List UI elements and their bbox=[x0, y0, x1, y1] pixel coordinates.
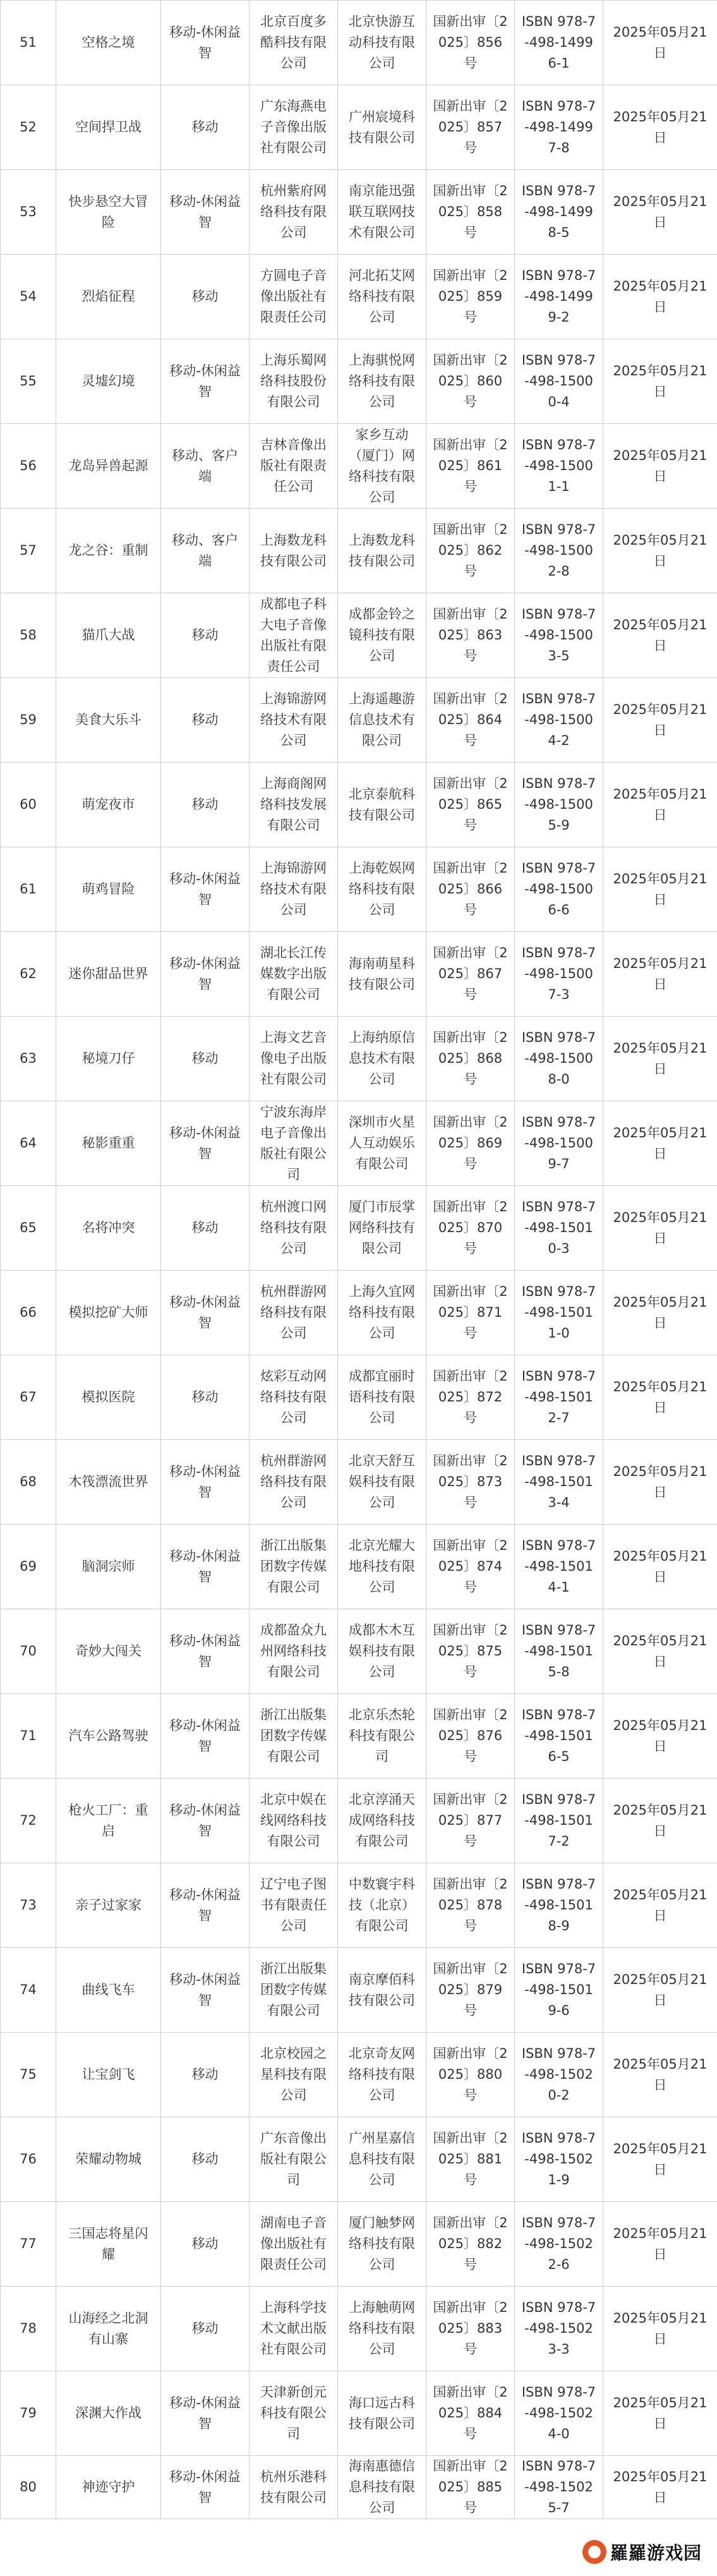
isbn-cell: ISBN 978-7-498-14997-8 bbox=[515, 85, 603, 170]
isbn-cell: ISBN 978-7-498-15021-9 bbox=[515, 2117, 603, 2202]
approval-number-cell: 国新出审〔2025〕858号 bbox=[426, 170, 515, 255]
game-category-cell: 移动 bbox=[161, 2287, 250, 2371]
row-number-cell: 74 bbox=[1, 1948, 56, 2033]
approval-number-cell: 国新出审〔2025〕866号 bbox=[426, 847, 515, 932]
game-title-cell: 奇妙大闯关 bbox=[56, 1609, 161, 1694]
approval-date-cell: 2025年05月21日 bbox=[603, 1609, 717, 1694]
approval-number-cell: 国新出审〔2025〕857号 bbox=[426, 85, 515, 170]
table-row bbox=[1, 2202, 717, 2287]
publisher-cell: 上海锦游网络技术有限公司 bbox=[250, 678, 338, 763]
game-title-cell: 龙岛异兽起源 bbox=[56, 424, 161, 509]
publisher-cell: 上海商阁网络科技发展有限公司 bbox=[250, 763, 338, 847]
row-number-cell: 51 bbox=[1, 1, 56, 85]
approval-number-cell: 国新出审〔2025〕885号 bbox=[426, 2456, 515, 2519]
publisher-cell: 上海文艺音像电子出版社有限公司 bbox=[250, 1017, 338, 1101]
game-category-cell: 移动 bbox=[161, 1186, 250, 1271]
operator-cell: 广州宸境科技有限公司 bbox=[338, 85, 426, 170]
game-title-cell: 让宝剑飞 bbox=[56, 2033, 161, 2117]
isbn-cell: ISBN 978-7-498-15008-0 bbox=[515, 1017, 603, 1101]
approval-number-cell: 国新出审〔2025〕877号 bbox=[426, 1779, 515, 1863]
row-number-cell: 53 bbox=[1, 170, 56, 255]
row-number-cell: 80 bbox=[1, 2456, 56, 2519]
approval-date-cell: 2025年05月21日 bbox=[603, 1440, 717, 1525]
operator-cell: 成都木木互娱科技有限公司 bbox=[338, 1609, 426, 1694]
game-category-cell: 移动-休闲益智 bbox=[161, 339, 250, 424]
operator-cell: 北京乐杰轮科技有限公司 bbox=[338, 1694, 426, 1779]
approval-date-cell: 2025年05月21日 bbox=[603, 1101, 717, 1186]
game-title-cell: 脑洞宗师 bbox=[56, 1525, 161, 1609]
table-row bbox=[1, 1017, 717, 1101]
isbn-cell: ISBN 978-7-498-15014-1 bbox=[515, 1525, 603, 1609]
watermark-text: 羅羅游戏园 bbox=[610, 2543, 702, 2563]
approval-number-cell: 国新出审〔2025〕856号 bbox=[426, 1, 515, 85]
operator-cell: 上海纳原信息技术有限公司 bbox=[338, 1017, 426, 1101]
isbn-cell: ISBN 978-7-498-15012-7 bbox=[515, 1355, 603, 1440]
row-number-cell: 58 bbox=[1, 593, 56, 678]
isbn-cell: ISBN 978-7-498-14996-1 bbox=[515, 1, 603, 85]
isbn-cell: ISBN 978-7-498-15000-4 bbox=[515, 339, 603, 424]
site-watermark bbox=[576, 2537, 708, 2567]
game-category-cell: 移动、客户端 bbox=[161, 509, 250, 593]
game-category-cell: 移动-休闲益智 bbox=[161, 1101, 250, 1186]
publisher-cell: 北京中娱在线网络科技有限公司 bbox=[250, 1779, 338, 1863]
row-number-cell: 71 bbox=[1, 1694, 56, 1779]
row-number-cell: 64 bbox=[1, 1101, 56, 1186]
row-number-cell: 75 bbox=[1, 2033, 56, 2117]
row-number-cell: 56 bbox=[1, 424, 56, 509]
game-category-cell: 移动-休闲益智 bbox=[161, 1440, 250, 1525]
publisher-cell: 湖北长江传媒数字出版有限公司 bbox=[250, 932, 338, 1017]
approval-date-cell: 2025年05月21日 bbox=[603, 1017, 717, 1101]
row-number-cell: 62 bbox=[1, 932, 56, 1017]
game-title-cell: 名将冲突 bbox=[56, 1186, 161, 1271]
isbn-cell: ISBN 978-7-498-15023-3 bbox=[515, 2287, 603, 2371]
approval-number-cell: 国新出审〔2025〕869号 bbox=[426, 1101, 515, 1186]
approval-number-cell: 国新出审〔2025〕878号 bbox=[426, 1863, 515, 1948]
row-number-cell: 73 bbox=[1, 1863, 56, 1948]
row-number-cell: 69 bbox=[1, 1525, 56, 1609]
game-title-cell: 山海经之北洞有山寨 bbox=[56, 2287, 161, 2371]
approval-table-body bbox=[1, 1, 717, 2519]
game-title-cell: 龙之谷：重制 bbox=[56, 509, 161, 593]
table-row bbox=[1, 339, 717, 424]
row-number-cell: 78 bbox=[1, 2287, 56, 2371]
approval-number-cell: 国新出审〔2025〕884号 bbox=[426, 2371, 515, 2456]
game-category-cell: 移动-休闲益智 bbox=[161, 2371, 250, 2456]
isbn-cell: ISBN 978-7-498-15001-1 bbox=[515, 424, 603, 509]
game-title-cell: 烈焰征程 bbox=[56, 255, 161, 339]
row-number-cell: 60 bbox=[1, 763, 56, 847]
approval-date-cell: 2025年05月21日 bbox=[603, 509, 717, 593]
approval-number-cell: 国新出审〔2025〕862号 bbox=[426, 509, 515, 593]
table-row bbox=[1, 1355, 717, 1440]
isbn-cell: ISBN 978-7-498-15017-2 bbox=[515, 1779, 603, 1863]
game-title-cell: 空格之境 bbox=[56, 1, 161, 85]
approval-date-cell: 2025年05月21日 bbox=[603, 255, 717, 339]
operator-cell: 河北拓艾网络科技有限公司 bbox=[338, 255, 426, 339]
isbn-cell: ISBN 978-7-498-15015-8 bbox=[515, 1609, 603, 1694]
game-title-cell: 三国志将星闪耀 bbox=[56, 2202, 161, 2287]
approval-number-cell: 国新出审〔2025〕861号 bbox=[426, 424, 515, 509]
game-category-cell: 移动-休闲益智 bbox=[161, 932, 250, 1017]
table-row bbox=[1, 678, 717, 763]
publisher-cell: 上海科学技术文献出版社有限公司 bbox=[250, 2287, 338, 2371]
publisher-cell: 吉林音像出版社有限责任公司 bbox=[250, 424, 338, 509]
game-title-cell: 深渊大作战 bbox=[56, 2371, 161, 2456]
approval-date-cell: 2025年05月21日 bbox=[603, 678, 717, 763]
approval-number-cell: 国新出审〔2025〕883号 bbox=[426, 2287, 515, 2371]
approval-number-cell: 国新出审〔2025〕870号 bbox=[426, 1186, 515, 1271]
game-title-cell: 空间捍卫战 bbox=[56, 85, 161, 170]
approval-date-cell: 2025年05月21日 bbox=[603, 85, 717, 170]
operator-cell: 南京能迅强联互联网技术有限公司 bbox=[338, 170, 426, 255]
row-number-cell: 79 bbox=[1, 2371, 56, 2456]
approval-number-cell: 国新出审〔2025〕872号 bbox=[426, 1355, 515, 1440]
row-number-cell: 76 bbox=[1, 2117, 56, 2202]
approval-number-cell: 国新出审〔2025〕882号 bbox=[426, 2202, 515, 2287]
publisher-cell: 杭州群游网络科技有限公司 bbox=[250, 1271, 338, 1355]
publisher-cell: 方圆电子音像出版社有限责任公司 bbox=[250, 255, 338, 339]
operator-cell: 北京泰航科技有限公司 bbox=[338, 763, 426, 847]
isbn-cell: ISBN 978-7-498-14999-2 bbox=[515, 255, 603, 339]
approval-date-cell: 2025年05月21日 bbox=[603, 2456, 717, 2519]
isbn-cell: ISBN 978-7-498-14998-5 bbox=[515, 170, 603, 255]
approval-date-cell: 2025年05月21日 bbox=[603, 1355, 717, 1440]
approval-number-cell: 国新出审〔2025〕868号 bbox=[426, 1017, 515, 1101]
approval-date-cell: 2025年05月21日 bbox=[603, 2202, 717, 2287]
game-title-cell: 模拟医院 bbox=[56, 1355, 161, 1440]
table-row bbox=[1, 1440, 717, 1525]
row-number-cell: 77 bbox=[1, 2202, 56, 2287]
game-title-cell: 汽车公路驾驶 bbox=[56, 1694, 161, 1779]
publisher-cell: 成都电子科大电子音像出版社有限责任公司 bbox=[250, 593, 338, 678]
game-category-cell: 移动 bbox=[161, 593, 250, 678]
row-number-cell: 72 bbox=[1, 1779, 56, 1863]
row-number-cell: 67 bbox=[1, 1355, 56, 1440]
publisher-cell: 浙江出版集团数字传媒有限公司 bbox=[250, 1694, 338, 1779]
game-title-cell: 萌鸡冒险 bbox=[56, 847, 161, 932]
operator-cell: 海南萌星科技有限公司 bbox=[338, 932, 426, 1017]
isbn-cell: ISBN 978-7-498-15009-7 bbox=[515, 1101, 603, 1186]
game-category-cell: 移动-休闲益智 bbox=[161, 847, 250, 932]
operator-cell: 家乡互动（厦门）网络科技有限公司 bbox=[338, 424, 426, 509]
game-category-cell: 移动 bbox=[161, 85, 250, 170]
table-row bbox=[1, 593, 717, 678]
publisher-cell: 广东音像出版社有限公司 bbox=[250, 2117, 338, 2202]
game-category-cell: 移动-休闲益智 bbox=[161, 1525, 250, 1609]
table-row bbox=[1, 2033, 717, 2117]
game-category-cell: 移动-休闲益智 bbox=[161, 1863, 250, 1948]
isbn-cell: ISBN 978-7-498-15024-0 bbox=[515, 2371, 603, 2456]
game-category-cell: 移动-休闲益智 bbox=[161, 1779, 250, 1863]
publisher-cell: 炫彩互动网络科技有限公司 bbox=[250, 1355, 338, 1440]
publisher-cell: 杭州紫府网络科技有限公司 bbox=[250, 170, 338, 255]
operator-cell: 上海久宜网络科技有限公司 bbox=[338, 1271, 426, 1355]
game-title-cell: 曲线飞车 bbox=[56, 1948, 161, 2033]
isbn-cell: ISBN 978-7-498-15007-3 bbox=[515, 932, 603, 1017]
approval-date-cell: 2025年05月21日 bbox=[603, 1, 717, 85]
isbn-cell: ISBN 978-7-498-15004-2 bbox=[515, 678, 603, 763]
approval-number-cell: 国新出审〔2025〕871号 bbox=[426, 1271, 515, 1355]
approval-date-cell: 2025年05月21日 bbox=[603, 2287, 717, 2371]
operator-cell: 广州星嘉信息科技有限公司 bbox=[338, 2117, 426, 2202]
approval-date-cell: 2025年05月21日 bbox=[603, 1779, 717, 1863]
approval-date-cell: 2025年05月21日 bbox=[603, 763, 717, 847]
table-row bbox=[1, 763, 717, 847]
isbn-cell: ISBN 978-7-498-15002-8 bbox=[515, 509, 603, 593]
operator-cell: 上海遥趣游信息技术有限公司 bbox=[338, 678, 426, 763]
game-category-cell: 移动-休闲益智 bbox=[161, 1271, 250, 1355]
game-category-cell: 移动 bbox=[161, 678, 250, 763]
operator-cell: 上海数龙科技有限公司 bbox=[338, 509, 426, 593]
row-number-cell: 55 bbox=[1, 339, 56, 424]
isbn-cell: ISBN 978-7-498-15022-6 bbox=[515, 2202, 603, 2287]
game-title-cell: 枪火工厂：重启 bbox=[56, 1779, 161, 1863]
table-row bbox=[1, 1694, 717, 1779]
row-number-cell: 66 bbox=[1, 1271, 56, 1355]
publisher-cell: 杭州渡口网络科技有限公司 bbox=[250, 1186, 338, 1271]
game-category-cell: 移动 bbox=[161, 2202, 250, 2287]
operator-cell: 厦门触梦网络科技有限公司 bbox=[338, 2202, 426, 2287]
row-number-cell: 61 bbox=[1, 847, 56, 932]
game-category-cell: 移动-休闲益智 bbox=[161, 1694, 250, 1779]
row-number-cell: 57 bbox=[1, 509, 56, 593]
approval-date-cell: 2025年05月21日 bbox=[603, 2371, 717, 2456]
approval-date-cell: 2025年05月21日 bbox=[603, 2033, 717, 2117]
isbn-cell: ISBN 978-7-498-15010-3 bbox=[515, 1186, 603, 1271]
approval-date-cell: 2025年05月21日 bbox=[603, 339, 717, 424]
row-number-cell: 63 bbox=[1, 1017, 56, 1101]
operator-cell: 上海触萌网络科技有限公司 bbox=[338, 2287, 426, 2371]
approval-number-cell: 国新出审〔2025〕876号 bbox=[426, 1694, 515, 1779]
table-row bbox=[1, 1779, 717, 1863]
operator-cell: 上海骐悦网络科技有限公司 bbox=[338, 339, 426, 424]
game-category-cell: 移动-休闲益智 bbox=[161, 2456, 250, 2519]
table-row bbox=[1, 424, 717, 509]
isbn-cell: ISBN 978-7-498-15019-6 bbox=[515, 1948, 603, 2033]
row-number-cell: 70 bbox=[1, 1609, 56, 1694]
game-category-cell: 移动 bbox=[161, 1355, 250, 1440]
isbn-cell: ISBN 978-7-498-15013-4 bbox=[515, 1440, 603, 1525]
approval-date-cell: 2025年05月21日 bbox=[603, 170, 717, 255]
game-category-cell: 移动 bbox=[161, 763, 250, 847]
operator-cell: 成都金铃之镜科技有限公司 bbox=[338, 593, 426, 678]
table-row bbox=[1, 170, 717, 255]
table-row bbox=[1, 932, 717, 1017]
game-title-cell: 秘境刀仔 bbox=[56, 1017, 161, 1101]
operator-cell: 北京光耀大地科技有限公司 bbox=[338, 1525, 426, 1609]
operator-cell: 海南惠德信息科技有限公司 bbox=[338, 2456, 426, 2519]
approval-date-cell: 2025年05月21日 bbox=[603, 1948, 717, 2033]
publisher-cell: 天津新创元科技有限公司 bbox=[250, 2371, 338, 2456]
game-title-cell: 猫爪大战 bbox=[56, 593, 161, 678]
row-number-cell: 52 bbox=[1, 85, 56, 170]
game-category-cell: 移动-休闲益智 bbox=[161, 1, 250, 85]
table-row bbox=[1, 1101, 717, 1186]
isbn-cell: ISBN 978-7-498-15025-7 bbox=[515, 2456, 603, 2519]
game-title-cell: 模拟挖矿大师 bbox=[56, 1271, 161, 1355]
approval-date-cell: 2025年05月21日 bbox=[603, 932, 717, 1017]
game-title-cell: 亲子过家家 bbox=[56, 1863, 161, 1948]
operator-cell: 成都宜丽时语科技有限公司 bbox=[338, 1355, 426, 1440]
table-row bbox=[1, 2456, 717, 2519]
publisher-cell: 北京校园之星科技有限公司 bbox=[250, 2033, 338, 2117]
table-row bbox=[1, 1525, 717, 1609]
table-row bbox=[1, 1948, 717, 2033]
table-row bbox=[1, 85, 717, 170]
game-category-cell: 移动 bbox=[161, 2033, 250, 2117]
approval-number-cell: 国新出审〔2025〕873号 bbox=[426, 1440, 515, 1525]
approval-number-cell: 国新出审〔2025〕874号 bbox=[426, 1525, 515, 1609]
approval-date-cell: 2025年05月21日 bbox=[603, 1694, 717, 1779]
approval-date-cell: 2025年05月21日 bbox=[603, 424, 717, 509]
approval-date-cell: 2025年05月21日 bbox=[603, 2117, 717, 2202]
operator-cell: 厦门市辰掌网络科技有限公司 bbox=[338, 1186, 426, 1271]
table-row bbox=[1, 1186, 717, 1271]
game-title-cell: 萌宠夜市 bbox=[56, 763, 161, 847]
publisher-cell: 上海乐蜀网络科技股份有限公司 bbox=[250, 339, 338, 424]
operator-cell: 南京摩佰科技有限公司 bbox=[338, 1948, 426, 2033]
approval-date-cell: 2025年05月21日 bbox=[603, 1271, 717, 1355]
operator-cell: 上海乾娱网络科技有限公司 bbox=[338, 847, 426, 932]
game-category-cell: 移动-休闲益智 bbox=[161, 170, 250, 255]
game-category-cell: 移动 bbox=[161, 255, 250, 339]
publisher-cell: 上海锦游网络技术有限公司 bbox=[250, 847, 338, 932]
isbn-cell: ISBN 978-7-498-15006-6 bbox=[515, 847, 603, 932]
game-category-cell: 移动 bbox=[161, 1017, 250, 1101]
operator-cell: 北京淳涌天成网络科技有限公司 bbox=[338, 1779, 426, 1863]
approval-number-cell: 国新出审〔2025〕859号 bbox=[426, 255, 515, 339]
publisher-cell: 成都盈众九州网络科技有限公司 bbox=[250, 1609, 338, 1694]
table-row bbox=[1, 1271, 717, 1355]
operator-cell: 海口远古科技有限公司 bbox=[338, 2371, 426, 2456]
game-title-cell: 木筏漂流世界 bbox=[56, 1440, 161, 1525]
table-row bbox=[1, 847, 717, 932]
publisher-cell: 湖南电子音像出版社有限责任公司 bbox=[250, 2202, 338, 2287]
publisher-cell: 广东海燕电子音像出版社有限公司 bbox=[250, 85, 338, 170]
game-title-cell: 快步悬空大冒险 bbox=[56, 170, 161, 255]
game-category-cell: 移动 bbox=[161, 2117, 250, 2202]
table-row bbox=[1, 1, 717, 85]
table-row bbox=[1, 2371, 717, 2456]
operator-cell: 深圳市火星人互动娱乐有限公司 bbox=[338, 1101, 426, 1186]
publisher-cell: 宁波东海岸电子音像出版社有限公司 bbox=[250, 1101, 338, 1186]
publisher-cell: 浙江出版集团数字传媒有限公司 bbox=[250, 1948, 338, 2033]
row-number-cell: 54 bbox=[1, 255, 56, 339]
publisher-cell: 上海数龙科技有限公司 bbox=[250, 509, 338, 593]
table-row bbox=[1, 255, 717, 339]
approval-date-cell: 2025年05月21日 bbox=[603, 1525, 717, 1609]
publisher-cell: 辽宁电子图书有限责任公司 bbox=[250, 1863, 338, 1948]
row-number-cell: 65 bbox=[1, 1186, 56, 1271]
table-row bbox=[1, 1609, 717, 1694]
game-title-cell: 秘影重重 bbox=[56, 1101, 161, 1186]
row-number-cell: 68 bbox=[1, 1440, 56, 1525]
isbn-cell: ISBN 978-7-498-15018-9 bbox=[515, 1863, 603, 1948]
approval-number-cell: 国新出审〔2025〕879号 bbox=[426, 1948, 515, 2033]
operator-cell: 中数寰宇科技（北京）有限公司 bbox=[338, 1863, 426, 1948]
isbn-cell: ISBN 978-7-498-15020-2 bbox=[515, 2033, 603, 2117]
game-title-cell: 灵墟幻境 bbox=[56, 339, 161, 424]
game-title-cell: 美食大乐斗 bbox=[56, 678, 161, 763]
approval-number-cell: 国新出审〔2025〕863号 bbox=[426, 593, 515, 678]
table-row bbox=[1, 2117, 717, 2202]
approval-number-cell: 国新出审〔2025〕865号 bbox=[426, 763, 515, 847]
isbn-cell: ISBN 978-7-498-15016-5 bbox=[515, 1694, 603, 1779]
publisher-cell: 浙江出版集团数字传媒有限公司 bbox=[250, 1525, 338, 1609]
table-row bbox=[1, 1863, 717, 1948]
game-category-cell: 移动-休闲益智 bbox=[161, 1948, 250, 2033]
table-row bbox=[1, 2287, 717, 2371]
approval-number-cell: 国新出审〔2025〕881号 bbox=[426, 2117, 515, 2202]
approval-number-cell: 国新出审〔2025〕860号 bbox=[426, 339, 515, 424]
operator-cell: 北京奇友网络科技有限公司 bbox=[338, 2033, 426, 2117]
approval-date-cell: 2025年05月21日 bbox=[603, 1186, 717, 1271]
row-number-cell: 59 bbox=[1, 678, 56, 763]
approval-number-cell: 国新出审〔2025〕864号 bbox=[426, 678, 515, 763]
site-logo-icon bbox=[582, 2540, 606, 2564]
approval-number-cell: 国新出审〔2025〕867号 bbox=[426, 932, 515, 1017]
publisher-cell: 北京百度多酷科技有限公司 bbox=[250, 1, 338, 85]
publisher-cell: 杭州乐港科技有限公司 bbox=[250, 2456, 338, 2519]
game-category-cell: 移动-休闲益智 bbox=[161, 1609, 250, 1694]
game-category-cell: 移动、客户端 bbox=[161, 424, 250, 509]
operator-cell: 北京天舒互娱科技有限公司 bbox=[338, 1440, 426, 1525]
approval-date-cell: 2025年05月21日 bbox=[603, 1863, 717, 1948]
operator-cell: 北京快游互动科技有限公司 bbox=[338, 1, 426, 85]
isbn-cell: ISBN 978-7-498-15003-5 bbox=[515, 593, 603, 678]
approval-number-cell: 国新出审〔2025〕880号 bbox=[426, 2033, 515, 2117]
game-title-cell: 神迹守护 bbox=[56, 2456, 161, 2519]
publisher-cell: 杭州群游网络科技有限公司 bbox=[250, 1440, 338, 1525]
isbn-cell: ISBN 978-7-498-15005-9 bbox=[515, 763, 603, 847]
approval-date-cell: 2025年05月21日 bbox=[603, 847, 717, 932]
isbn-cell: ISBN 978-7-498-15011-0 bbox=[515, 1271, 603, 1355]
game-title-cell: 迷你甜品世界 bbox=[56, 932, 161, 1017]
approval-number-cell: 国新出审〔2025〕875号 bbox=[426, 1609, 515, 1694]
approval-date-cell: 2025年05月21日 bbox=[603, 593, 717, 678]
game-title-cell: 荣耀动物城 bbox=[56, 2117, 161, 2202]
table-row bbox=[1, 509, 717, 593]
